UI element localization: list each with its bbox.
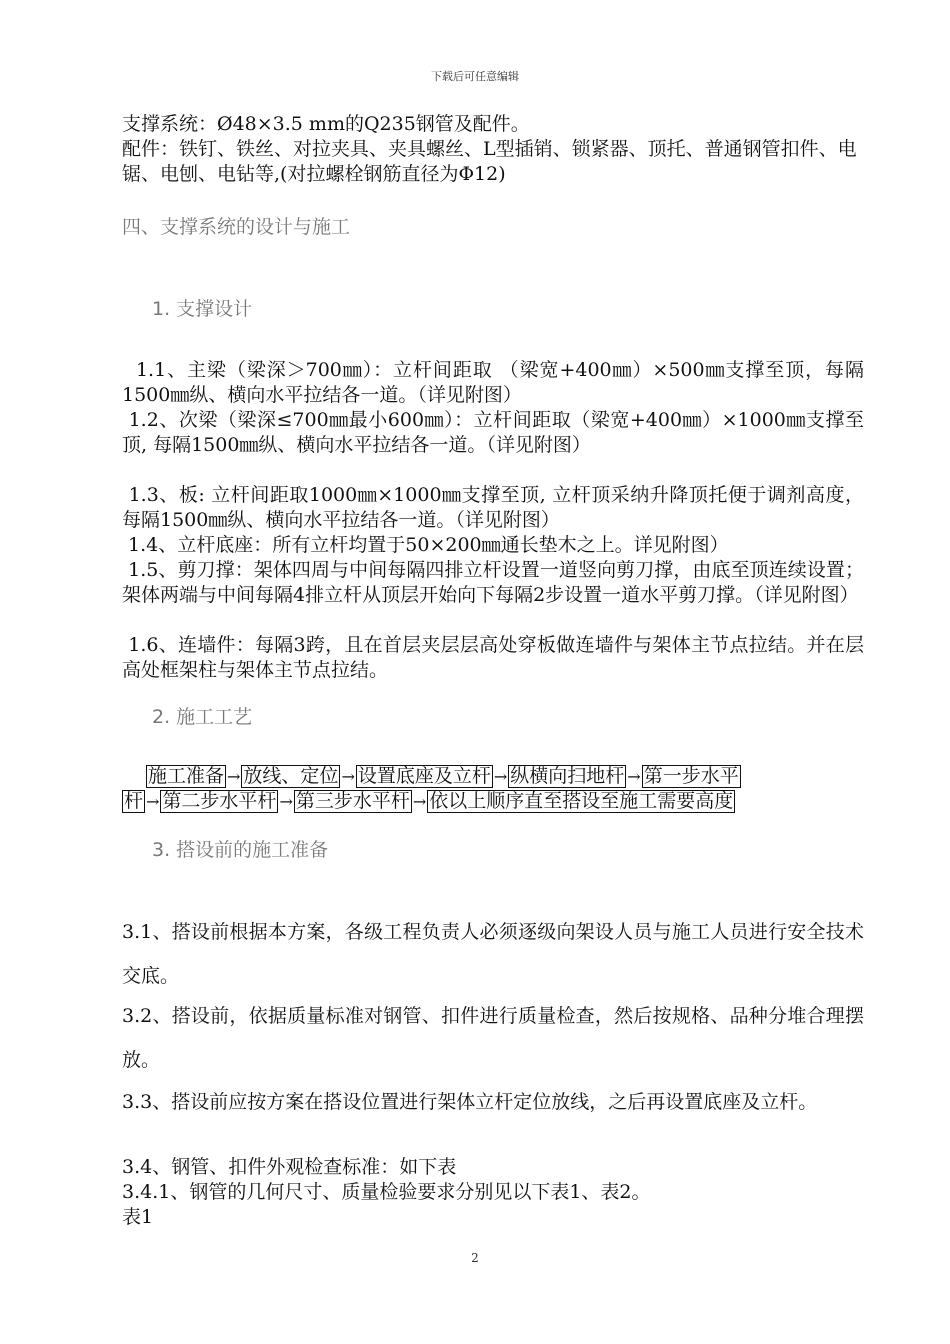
- item-1-2: 1.2、次梁（梁深≤700㎜最小600㎜）：立杆间距取（梁宽+400㎜）×1000㎜支撑至顶, 每隔1500㎜纵、横向水平拉结各一道。（详见附图）: [122, 409, 864, 456]
- subsection-3-title: 3. 搭设前的施工准备: [152, 839, 329, 861]
- flow-step-base: 设置底座及立杆: [357, 765, 491, 787]
- flow-step-layout: 放线、定位: [243, 765, 339, 787]
- flow-step-third: 第三步水平杆: [295, 790, 410, 812]
- arrow-icon: →: [412, 792, 427, 811]
- item-1-5: 1.5、剪刀撑：架体四周与中间每隔四排立杆设置一道竖向剪刀撑，由底至顶连续设置；架体两端与中间每隔4排立杆从顶层开始向下每隔2步设置一道水平剪刀撑。（详见附图）: [122, 559, 865, 606]
- table-label: 表1: [122, 1206, 154, 1228]
- prep-3-2: 3.2、搭设前，依据质量标准对钢管、扣件进行质量检查，然后按规格、品种分堆合理摆放。: [122, 1005, 864, 1071]
- flow-step-prep: 施工准备: [148, 765, 225, 787]
- flow-step-first: 第一步水平: [643, 765, 739, 787]
- arrow-icon: →: [279, 792, 293, 811]
- section-4-title: 四、支撑系统的设计与施工: [122, 216, 351, 238]
- prep-3-1: 3.1、搭设前根据本方案，各级工程负责人必须逐级向架设人员与施工人员进行安全技术交底。: [122, 921, 864, 987]
- item-1-1: 1.1、主梁（梁深＞700㎜）：立杆间距取 （梁宽+400㎜）×500㎜支撑至顶，每隔1500㎜纵、横向水平拉结各一道。（详见附图）: [122, 359, 864, 406]
- prep-3-3: 3.3、搭设前应按方案在搭设位置进行架体立杆定位放线，之后再设置底座及立杆。: [122, 1091, 818, 1113]
- item-1-6: 1.6、连墙件：每隔3跨，且在首层夹层层高处穿板做连墙件与架体主节点拉结。并在层高处框架柱与架体主节点拉结。: [122, 634, 864, 681]
- flow-line-1: [122, 764, 864, 789]
- prep-3-4-1: 3.4.1、钢管的几何尺寸、质量检验要求分别见以下表1、表2。: [122, 1181, 651, 1203]
- page-header: 下载后可任意编辑: [431, 70, 519, 83]
- page-number: 2: [471, 1251, 479, 1265]
- flow-line-2: [122, 789, 864, 814]
- flow-step-sweep: 纵横向扫地杆: [510, 765, 625, 787]
- arrow-icon: →: [627, 767, 641, 786]
- arrow-icon: →: [341, 767, 355, 786]
- process-flow: [122, 764, 864, 814]
- item-1-4: 1.4、立杆底座：所有立杆均置于50×200㎜通长垫木之上。详见附图）: [122, 534, 729, 556]
- flow-step-second: 第二步水平杆: [162, 790, 277, 812]
- subsection-2-title: 2. 施工工艺: [152, 706, 253, 728]
- arrow-icon: →: [227, 767, 241, 786]
- support-system-line: 支撑系统：Ø48×3.5 mm的Q235钢管及配件。: [122, 113, 530, 135]
- prep-3-4: 3.4、钢管、扣件外观检查标准：如下表: [122, 1156, 457, 1178]
- accessories-paragraph: 配件：铁钉、铁丝、对拉夹具、夹具螺丝、L型插销、锁紧器、顶托、普通钢管扣件、电锯、电刨、电钻等,(对拉螺栓钢筋直径为Φ12): [122, 138, 857, 185]
- arrow-icon: →: [493, 767, 508, 786]
- subsection-1-title: 1. 支撑设计: [152, 298, 253, 320]
- flow-step-first-cont: 杆: [124, 790, 144, 812]
- arrow-icon: →: [146, 792, 160, 811]
- flow-step-repeat: 依以上顺序直至搭设至施工需要高度: [429, 790, 734, 812]
- item-1-3: 1.3、板: 立杆间距取1000㎜×1000㎜支撑至顶, 立杆顶采纳升降顶托便于调剂高度，每隔1500㎜纵、横向水平拉结各一道。（详见附图）: [122, 484, 864, 531]
